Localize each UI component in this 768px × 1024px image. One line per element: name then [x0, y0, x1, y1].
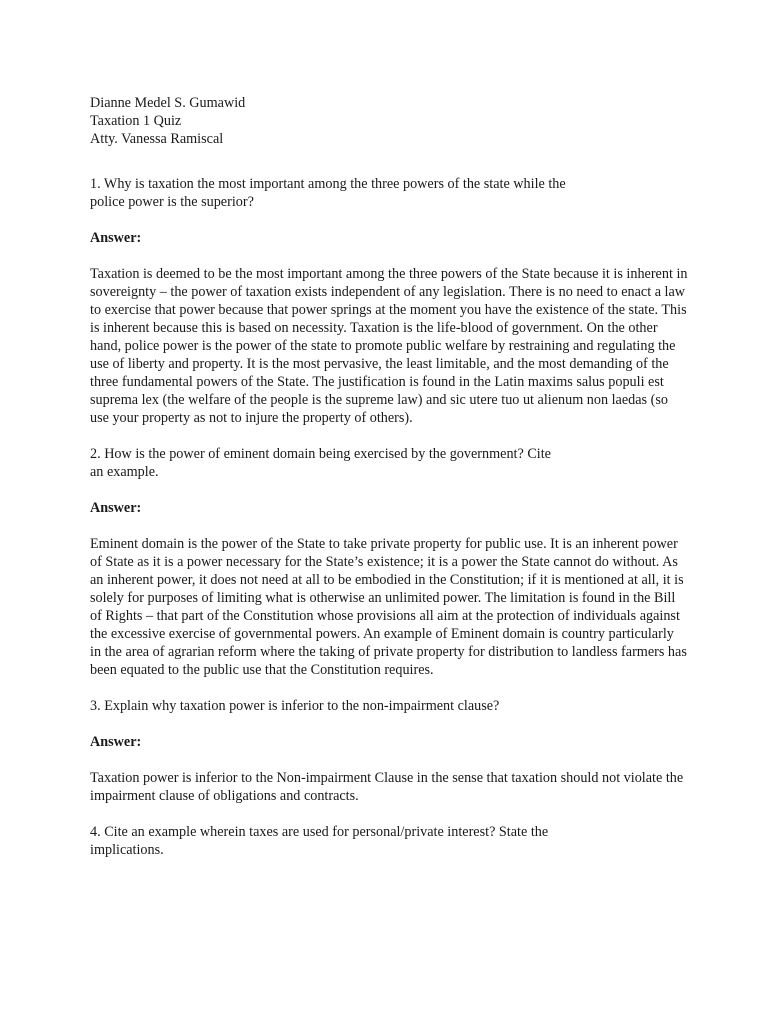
question-1: 1. Why is taxation the most important among the three powers of the state while the police power is the superior? [90, 176, 566, 210]
answer-3: Taxation power is inferior to the Non-impairment Clause in the sense that taxation should not violate the impairment clause of obligations and contracts. [90, 770, 684, 804]
document-header [90, 94, 690, 148]
course-title: Taxation 1 Quiz [90, 113, 182, 129]
document-body [90, 94, 690, 859]
answer-label-2: Answer: [90, 500, 142, 516]
question-3: 3. Explain why taxation power is inferior to the non-impairment clause? [90, 698, 500, 714]
question-2: 2. How is the power of eminent domain being exercised by the government? Cite an example. [90, 446, 551, 480]
answer-label-3: Answer: [90, 734, 142, 750]
answer-2: Eminent domain is the power of the State to take private property for public use. It is an inherent power of State as it is a power necessary for the State’s existence; it is a power the State cannot do without. As an inherent power, it does not need at all to be embodied in the Constitution; if it is mentioned at all, it is solely for purposes of limiting what is otherwise an unlimited power. The limitation is found in the Bill of Rights – that part of the Constitution whose provisions all aim at the protection of individuals against the excessive exercise of governmental powers. An example of Eminent domain is country particularly in the area of agrarian reform where the taking of private property for distribution to landless farmers has been equated to the public use that the Constitution requires. [90, 536, 687, 678]
question-4: 4. Cite an example wherein taxes are used for personal/private interest? State the implications. [90, 824, 549, 858]
answer-1: Taxation is deemed to be the most important among the three powers of the State because it is inherent in sovereignty – the power of taxation exists independent of any legislation. There is no need to enact a law to exercise that power because that power springs at the moment you have the existence of the state. This is inherent because this is based on necessity. Taxation is the life-blood of government. On the other hand, police power is the power of the state to promote public welfare by restraining and regulating the use of liberty and property. It is the most pervasive, the least limitable, and the most demanding of the three fundamental powers of the State. The justification is found in the Latin maxims salus populi est suprema lex (the welfare of the people is the supreme law) and sic utere tuo ut alienum non laedas (so use your property as not to injure the property of others). [90, 266, 688, 426]
answer-label-1: Answer: [90, 230, 142, 246]
instructor-name: Atty. Vanessa Ramiscal [90, 131, 224, 147]
student-name: Dianne Medel S. Gumawid [90, 95, 246, 111]
